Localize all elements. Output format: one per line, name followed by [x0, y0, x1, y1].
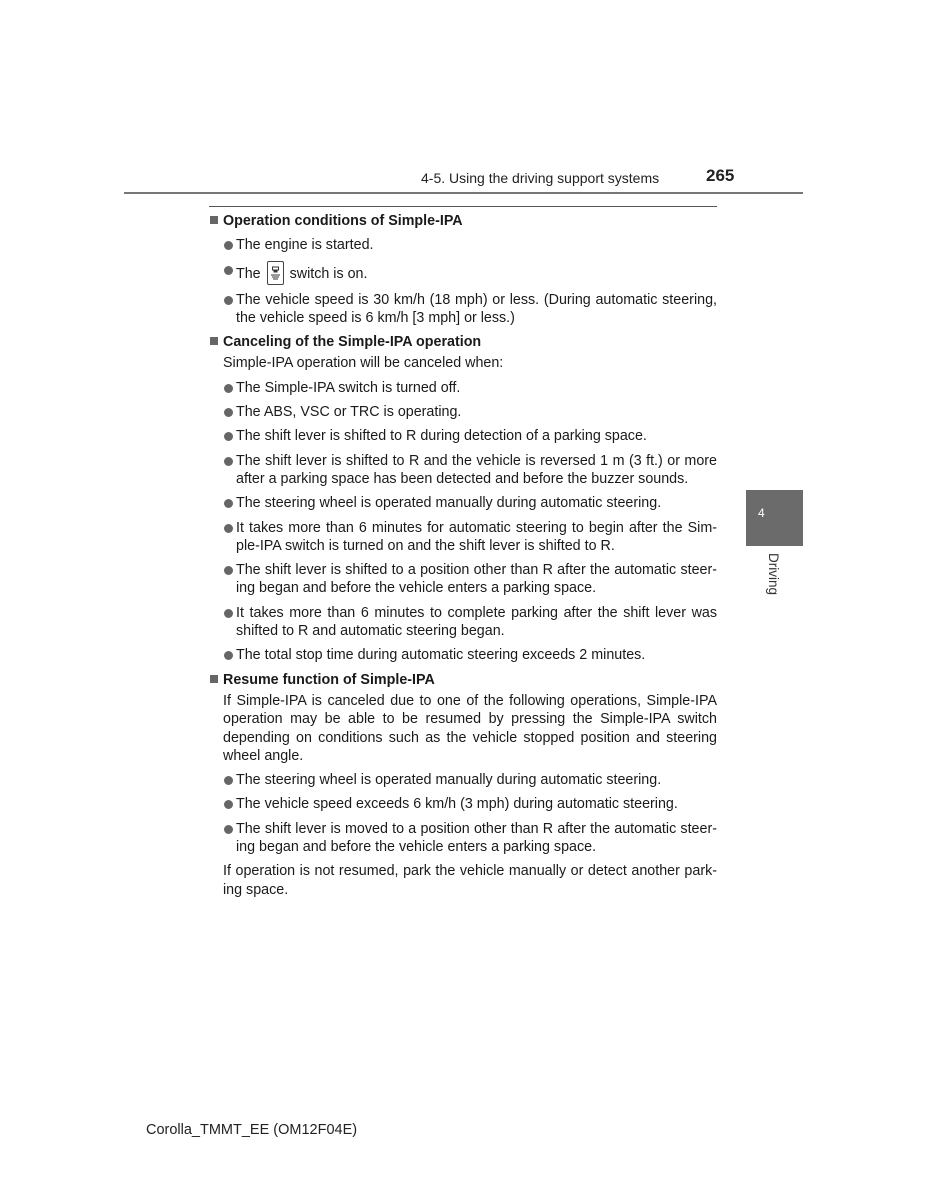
list-item: The shift lever is shifted to R and the vehicle is reversed 1 m (3 ft.) or more after a parking space has been detected and before the buzzer sounds. [236, 452, 717, 489]
bullet-dot-icon [224, 651, 233, 660]
chapter-label: Driving [766, 553, 781, 596]
resume-intro: If Simple-IPA is canceled due to one of the following operations, Simple-IPA operation may be able to be resumed by pressing the Simple-IPA switch depending on conditions such as the vehicle stopped position and steering wheel angle. [223, 692, 717, 764]
resume-outro: If operation is not resumed, park the vehicle manually or detect another parking space. [223, 863, 717, 898]
list-item: The shift lever is shifted to a position other than R after the automatic steering began and before the vehicle enters a parking space. [236, 561, 717, 598]
bullet-dot-icon [224, 800, 233, 809]
list-item: The total stop time during automatic steering exceeds 2 minutes. [236, 646, 717, 664]
section-title-operation: Operation conditions of Simple-IPA [210, 212, 717, 230]
bullet-dot-icon [224, 609, 233, 618]
bullet-dot-icon [224, 457, 233, 466]
section-title-canceling: Canceling of the Simple-IPA operation [210, 333, 717, 351]
square-bullet-icon [210, 216, 218, 224]
canceling-list [210, 379, 717, 665]
operation-list [210, 236, 717, 327]
content-rule [209, 206, 717, 207]
bullet-dot-icon [224, 776, 233, 785]
bullet-dot-icon [224, 825, 233, 834]
canceling-intro: Simple-IPA operation will be canceled when: [223, 355, 504, 372]
section-title-resume: Resume function of Simple-IPA [210, 671, 717, 689]
simple-ipa-switch-icon [267, 261, 284, 285]
list-item: The shift lever is moved to a position other than R after the automatic steering began and before the vehicle enters a parking space. [236, 820, 717, 857]
bullet-dot-icon [224, 296, 233, 305]
resume-list [210, 771, 717, 856]
bullet-dot-icon [224, 408, 233, 417]
bullet-dot-icon [224, 241, 233, 250]
list-item: The vehicle speed exceeds 6 km/h (3 mph) during automatic steering. [236, 795, 717, 813]
page-number: 265 [706, 166, 735, 185]
footer-doc-id: Corolla_TMMT_EE (OM12F04E) [146, 1122, 358, 1138]
square-bullet-icon [210, 337, 218, 345]
list-item: The vehicle speed is 30 km/h (18 mph) or less. (During automatic steering, the vehicle speed is 6 km/h [3 mph] or less.) [236, 291, 717, 328]
list-item: The shift lever is shifted to R during detection of a parking space. [236, 427, 717, 445]
bullet-dot-icon [224, 432, 233, 441]
chapter-number: 4 [758, 506, 765, 520]
list-item: It takes more than 6 minutes for automatic steering to begin after the Simple-IPA switch is turned on and the shift lever is shifted to R. [236, 519, 717, 556]
content-body [210, 212, 717, 899]
list-item: The ABS, VSC or TRC is operating. [236, 403, 717, 421]
list-item: The steering wheel is operated manually during automatic steering. [236, 494, 717, 512]
header-section-title: 4-5. Using the driving support systems [421, 170, 660, 186]
bullet-dot-icon [224, 384, 233, 393]
header-rule [124, 192, 803, 194]
bullet-dot-icon [224, 566, 233, 575]
square-bullet-icon [210, 675, 218, 683]
list-item: The Simple-IPA switch is turned off. [236, 379, 717, 397]
list-item: The switch is on. [236, 261, 717, 285]
chapter-tab [746, 490, 803, 546]
bullet-dot-icon [224, 266, 233, 275]
bullet-dot-icon [224, 499, 233, 508]
list-item: It takes more than 6 minutes to complete parking after the shift lever was shifted to R and automatic steering began. [236, 604, 717, 641]
list-item: The steering wheel is operated manually during automatic steering. [236, 771, 717, 789]
bullet-dot-icon [224, 524, 233, 533]
list-item: The engine is started. [236, 236, 717, 254]
